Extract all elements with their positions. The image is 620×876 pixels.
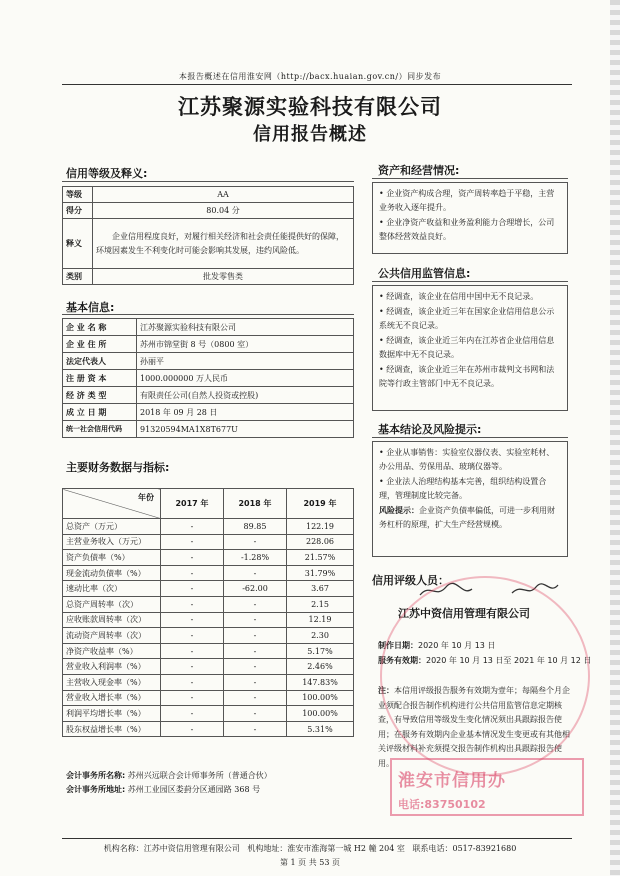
finance-2019-value: 3.67 [287, 581, 354, 597]
agency-label: 机构名称： [103, 844, 144, 853]
finance-2018-value: - [224, 612, 287, 628]
accountant-addr-line [66, 784, 260, 795]
finance-2018-value: - [224, 643, 287, 659]
finance-2019-value: 2.15 [287, 596, 354, 612]
finance-row [63, 721, 354, 737]
finance-corner-cell [63, 489, 161, 519]
footer-info [0, 843, 620, 854]
metric-unit: （%） [122, 568, 146, 578]
metric-label: 股东权益增长率 [66, 724, 122, 734]
finance-2017-value: - [161, 612, 224, 628]
metric-unit: （次） [98, 584, 122, 594]
basic-info-table [62, 318, 354, 438]
basic-label: 成 立 日 期 [63, 404, 137, 421]
finance-2018-value: - [224, 721, 287, 737]
metric-unit: （次） [122, 615, 146, 625]
finance-2019-value: 21.57% [287, 550, 354, 566]
service-period-line [378, 655, 591, 666]
finance-2019-value: 2.30 [287, 628, 354, 644]
rating-row [63, 187, 354, 203]
supervision-item: • 经调查，该企业近三年在国家企业信用信息公示系统无不良记录。 [379, 307, 555, 330]
finance-2017-value: - [161, 596, 224, 612]
basic-value: 有限责任公司(自然人投资或控股) [137, 387, 354, 404]
finance-metric-name [63, 596, 161, 612]
supervision-section-title: 公共信用监管信息: [378, 267, 471, 280]
report-subtitle: 信用报告概述 [253, 124, 367, 145]
basic-value: 2018 年 09 月 28 日 [137, 404, 354, 421]
finance-2018-value: - [224, 690, 287, 706]
basic-section-title: 基本信息: [66, 301, 115, 314]
rating-value: AA [93, 187, 354, 203]
finance-row [63, 581, 354, 597]
basic-label: 经 济 类 型 [63, 387, 137, 404]
metric-unit: （%） [122, 662, 146, 672]
basic-row [63, 319, 354, 336]
finance-2019-value: 2.46% [287, 659, 354, 675]
finance-2017-value: - [161, 690, 224, 706]
metric-label: 流动资产周转率 [66, 630, 122, 640]
finance-2017-value: - [161, 534, 224, 550]
metric-unit: （次） [114, 599, 138, 609]
finance-row [63, 596, 354, 612]
accountant-name-line [66, 770, 272, 781]
metric-label: 总资产周转率 [66, 599, 114, 609]
basic-row [63, 404, 354, 421]
conclusion-item: • 企业从事销售：实验室仪器仪表、实验室耗材、办公用品、劳保用品、玻璃仪器等。 [379, 448, 555, 471]
finance-metric-name [63, 628, 161, 644]
agency: 江苏中资信用管理有限公司 [143, 844, 240, 853]
note-label: 注： [378, 686, 394, 695]
meaning-value: 企业信用程度良好，对履行相关经济和社会责任能提供好的保障，环境因素发生不利变化时可能会影响其发展，违约风险低。 [93, 219, 354, 269]
metric-unit: （%） [122, 677, 146, 687]
rating-section-title: 信用等级及释义: [66, 167, 148, 180]
metric-label: 主营收入现金率 [66, 677, 122, 687]
metric-unit: （%） [114, 646, 138, 656]
operations-item: • 企业净资产收益和业务盈利能力合理增长，公司整体经营效益良好。 [379, 218, 555, 241]
finance-metric-name [63, 674, 161, 690]
basic-value: 91320594MA1X8T677U [137, 421, 354, 438]
score-label: 得分 [63, 203, 93, 219]
service-label: 服务有效期： [378, 656, 426, 665]
finance-2019-value: 228.06 [287, 534, 354, 550]
metric-label: 资产负债率 [66, 552, 106, 562]
finance-table [62, 488, 354, 737]
operations-section-line [372, 178, 568, 179]
finance-2018-value: - [224, 659, 287, 675]
conclusion-box [372, 441, 568, 557]
year-header: 2017 年 [161, 489, 224, 519]
finance-2018-value: - [224, 534, 287, 550]
basic-row [63, 353, 354, 370]
finance-2017-value: - [161, 706, 224, 722]
supervision-section-line [372, 281, 568, 282]
signature-stroke [512, 584, 558, 593]
rating-row [63, 203, 354, 219]
finance-section-title: 主要财务数据与指标: [66, 461, 170, 474]
metric-unit: （次） [122, 630, 146, 640]
page-number: 第 1 页 共 53 页 [280, 858, 340, 867]
risk-text: 企业资产负债率偏低，可进一步利用财务杠杆的原理，扩大生产经营规模。 [379, 506, 555, 529]
finance-2018-value: - [224, 565, 287, 581]
finance-2018-value: - [224, 628, 287, 644]
finance-2018-value: -1.28% [224, 550, 287, 566]
basic-label: 注 册 资 本 [63, 370, 137, 387]
metric-label: 利润平均增长率 [66, 708, 122, 718]
finance-2017-value: - [161, 581, 224, 597]
finance-2017-value: - [161, 565, 224, 581]
finance-header-row [63, 489, 354, 519]
conclusion-section-title: 基本结论及风险提示: [378, 423, 482, 436]
rating-row [63, 219, 354, 269]
made-date: 2020 年 10 月 13 日 [418, 641, 496, 650]
meaning-label: 释义 [63, 219, 93, 269]
finance-2018-value: - [224, 596, 287, 612]
finance-metric-name [63, 550, 161, 566]
metric-label: 速动比率 [66, 584, 98, 594]
finance-2018-value: - [224, 706, 287, 722]
basic-value: 江苏聚源实验科技有限公司 [137, 319, 354, 336]
metric-label: 现金流动负债率 [66, 568, 122, 578]
operations-item: • 企业资产构成合理，资产周转率趋于平稳，主营业务收入逐年提升。 [379, 189, 555, 212]
finance-metric-name [63, 565, 161, 581]
finance-row [63, 659, 354, 675]
basic-label: 法定代表人 [63, 353, 137, 370]
supervision-item: • 经调查，该企业近三年内在江苏省企业信用信息数据库中无不良记录。 [379, 336, 555, 359]
finance-metric-name [63, 612, 161, 628]
accountant-name: 苏州兴远联合会计师事务所（普通合伙） [127, 771, 272, 780]
basic-section-line [62, 314, 354, 315]
metric-label: 营业收入增长率 [66, 693, 122, 703]
accountant-addr-label: 会计事务所地址: [66, 785, 126, 794]
basic-row [63, 370, 354, 387]
finance-row [63, 565, 354, 581]
rater-label: 信用评级人员： [372, 574, 449, 587]
service-period: 2020 年 10 月 13 日至 2021 年 10 月 12 日 [426, 656, 592, 665]
finance-2017-value: - [161, 674, 224, 690]
metric-label: 总资产 [66, 521, 90, 531]
finance-2019-value: 31.79% [287, 565, 354, 581]
finance-row [63, 534, 354, 550]
conclusion-item: • 企业法人治理结构基本完善，组织结构设置合理，管理制度比较完备。 [379, 477, 547, 500]
basic-label: 企 业 名 称 [63, 319, 137, 336]
finance-2019-value: 5.31% [287, 721, 354, 737]
basic-value: 1000.000000 万人民币 [137, 370, 354, 387]
category-value: 批发零售类 [93, 269, 354, 285]
metric-unit: （%） [122, 708, 146, 718]
finance-row [63, 612, 354, 628]
basic-row [63, 421, 354, 438]
finance-2018-value: -62.00 [224, 581, 287, 597]
risk-label: 风险提示： [379, 506, 419, 515]
finance-row [63, 550, 354, 566]
finance-metric-name [63, 706, 161, 722]
year-header: 2019 年 [287, 489, 354, 519]
rating-row [63, 269, 354, 285]
bottom-divider [62, 838, 572, 839]
finance-2018-value: 89.85 [224, 519, 287, 535]
finance-row [63, 628, 354, 644]
rater-org: 江苏中资信用管理有限公司 [398, 607, 530, 620]
basic-label: 统一社会信用代码 [63, 421, 137, 438]
finance-metric-name [63, 643, 161, 659]
supervision-box [372, 285, 568, 411]
finance-2017-value: - [161, 519, 224, 535]
finance-row [63, 643, 354, 659]
finance-row [63, 519, 354, 535]
finance-metric-name [63, 690, 161, 706]
rating-label: 等级 [63, 187, 93, 203]
finance-row [63, 690, 354, 706]
year-corner-label: 年份 [138, 492, 154, 502]
finance-2017-value: - [161, 659, 224, 675]
finance-2017-value: - [161, 550, 224, 566]
supervision-item: • 经调查，该企业近三年在苏州市裁判文书网和法院等行政主管部门中无不良记录。 [379, 365, 555, 388]
phone-label: 联系电话： [412, 844, 453, 853]
metric-unit: （%） [106, 552, 130, 562]
year-header: 2018 年 [224, 489, 287, 519]
company-title: 江苏聚源实验科技有限公司 [178, 94, 442, 119]
risk-tip [379, 504, 561, 532]
basic-row [63, 387, 354, 404]
phone: 0517-83921680 [452, 844, 517, 853]
finance-2019-value: 122.19 [287, 519, 354, 535]
basic-value: 孙丽平 [137, 353, 354, 370]
addr: 淮安市淮海第一城 H2 幢 204 室 [287, 844, 405, 853]
metric-label: 应收账款周转率 [66, 615, 122, 625]
stamp-line1: 淮安市信用办 [398, 771, 506, 791]
finance-row [63, 706, 354, 722]
basic-row [63, 336, 354, 353]
rating-table [62, 186, 354, 285]
operations-section-title: 资产和经营情况: [378, 164, 460, 177]
metric-unit: （%） [122, 693, 146, 703]
credit-office-stamp [390, 758, 584, 816]
finance-metric-name [63, 519, 161, 535]
metric-label: 营业收入利润率 [66, 662, 122, 672]
supervision-item: • 经调查，该企业在信用中国中无不良记录。 [379, 292, 539, 301]
finance-2018-value: - [224, 674, 287, 690]
stamp-line2: 电话:83750102 [398, 798, 486, 811]
made-date-label: 制作日期： [378, 641, 418, 650]
addr-label: 机构地址： [247, 844, 288, 853]
operations-box [372, 182, 568, 254]
accountant-addr: 苏州工业园区娄葑分区通园路 368 号 [127, 785, 261, 794]
finance-2017-value: - [161, 628, 224, 644]
finance-metric-name [63, 659, 161, 675]
finance-2019-value: 100.00% [287, 706, 354, 722]
accountant-name-label: 会计事务所名称: [66, 771, 126, 780]
basic-label: 企 业 住 所 [63, 336, 137, 353]
finance-2019-value: 12.19 [287, 612, 354, 628]
finance-2019-value: 147.83% [287, 674, 354, 690]
category-label: 类别 [63, 269, 93, 285]
metric-label: 净资产收益率 [66, 646, 114, 656]
publish-note: 本报告概述在信用淮安网（http://bacx.huaian.gov.cn/）同步发布 [178, 72, 442, 81]
metric-label: 主营业务收入 [66, 537, 114, 547]
made-date-line [378, 640, 495, 651]
top-divider [62, 84, 572, 85]
metric-unit: （万元） [114, 537, 146, 547]
finance-2017-value: - [161, 721, 224, 737]
finance-metric-name [63, 721, 161, 737]
metric-unit: （万元） [90, 521, 122, 531]
finance-2019-value: 5.17% [287, 643, 354, 659]
finance-row [63, 674, 354, 690]
conclusion-section-line [372, 437, 568, 438]
finance-metric-name [63, 581, 161, 597]
score-value: 80.04 分 [93, 203, 354, 219]
finance-body [63, 519, 354, 737]
metric-unit: （%） [122, 724, 146, 734]
rating-section-line [62, 181, 354, 182]
finance-2017-value: - [161, 643, 224, 659]
note-text: 本信用评级报告服务有效期为壹年；每隔叁个月企业须配合报告制作机构进行公共信用监管信息定期核查，有导致信用等级发生变化情况须出具跟踪报告使用；在服务有效期内企业基本情况发生变更或有其他相关评级材料补充须提交报告制作机构出具跟踪报告使用。 [378, 686, 570, 768]
finance-2019-value: 100.00% [287, 690, 354, 706]
basic-value: 苏州市锦堂街 8 号（0800 室） [137, 336, 354, 353]
finance-metric-name [63, 534, 161, 550]
